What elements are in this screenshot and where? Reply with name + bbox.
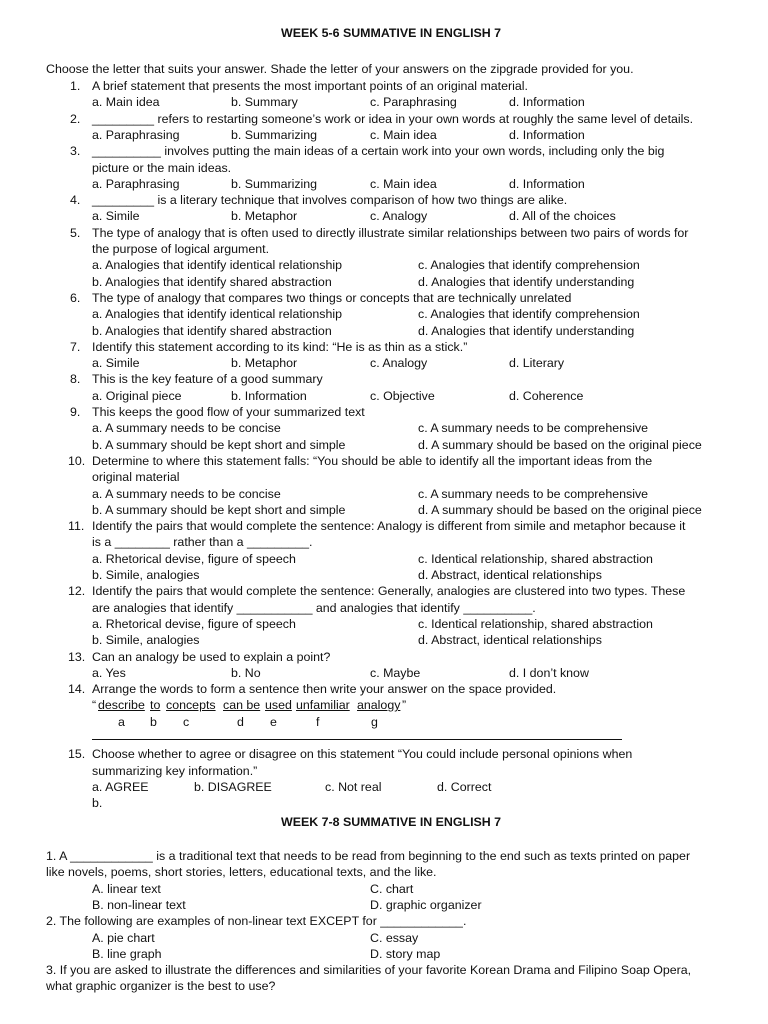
question-number: 12. xyxy=(68,584,86,599)
question-text: picture or the main ideas. xyxy=(92,160,232,175)
question-number: 5. xyxy=(70,225,81,240)
question-text: __________ involves putting the main ideas of a certain work into your own words, including only the big xyxy=(92,144,665,159)
option: d. Coherence xyxy=(509,388,584,403)
option: c. Analogy xyxy=(370,356,428,371)
word-letter: g xyxy=(371,714,378,729)
option: A. linear text xyxy=(92,881,161,896)
word-letter: b xyxy=(150,714,157,729)
question-number: 4. xyxy=(70,193,81,208)
option: b. Metaphor xyxy=(231,356,298,371)
question-text: _________ is a literary technique that involves comparison of how two things are alike. xyxy=(92,193,568,208)
option: D. story map xyxy=(370,946,441,961)
question-text: The type of analogy that compares two things or concepts that are technically unrelated xyxy=(92,290,572,305)
option: A. pie chart xyxy=(92,930,155,945)
title-week-5-6: WEEK 5-6 SUMMATIVE IN ENGLISH 7 xyxy=(281,26,502,40)
question-number: 3. xyxy=(70,144,81,159)
option: c. Paraphrasing xyxy=(370,95,457,110)
option: b. Summarizing xyxy=(231,127,318,142)
word-letter: a xyxy=(118,714,125,729)
word-to-arrange: concepts xyxy=(166,698,216,713)
option: d. I don’t know xyxy=(509,665,589,680)
question-text: like novels, poems, short stories, letters, educational texts, and the like. xyxy=(46,865,437,880)
option: c. Objective xyxy=(370,388,435,403)
option: a. Rhetorical devise, figure of speech xyxy=(92,551,296,566)
option: a. Simile xyxy=(92,209,140,224)
question-number: 2. xyxy=(70,111,81,126)
word-letter: d xyxy=(237,714,244,729)
option: D. graphic organizer xyxy=(370,897,482,912)
option: c. A summary needs to be comprehensive xyxy=(418,486,649,501)
option: a. Analogies that identify identical relationship xyxy=(92,307,343,322)
option: b. A summary should be kept short and simple xyxy=(92,437,346,452)
question-number: 1. xyxy=(70,79,81,93)
question-number: 9. xyxy=(70,405,81,419)
option: b. A summary should be kept short and simple xyxy=(92,502,346,517)
option: b. xyxy=(92,796,103,811)
option: d. Information xyxy=(509,95,585,110)
question-text: the purpose of logical argument. xyxy=(92,242,270,256)
word-letter: f xyxy=(316,714,320,729)
question-text: This keeps the good flow of your summarized text xyxy=(92,405,365,419)
option: d. A summary should be based on the original piece xyxy=(418,437,702,452)
question-text: Arrange the words to form a sentence then write your answer on the space provided. xyxy=(92,682,557,697)
word-to-arrange: to xyxy=(150,698,161,713)
option: c. Analogies that identify comprehension xyxy=(418,258,640,273)
option: c. Identical relationship, shared abstraction xyxy=(418,616,653,631)
word-to-arrange: used xyxy=(265,698,292,713)
question-text: what graphic organizer is the best to use? xyxy=(46,979,276,994)
question-number: 6. xyxy=(70,290,81,305)
option: a. Paraphrasing xyxy=(92,176,180,191)
option: c. Identical relationship, shared abstraction xyxy=(418,551,653,566)
word-to-arrange: analogy xyxy=(357,698,401,713)
option: d. Abstract, identical relationships xyxy=(418,568,602,582)
question-number: 14. xyxy=(68,682,86,697)
question-number: 13. xyxy=(68,649,86,664)
option: b. No xyxy=(231,665,261,680)
option: b. Summary xyxy=(231,95,298,110)
option: a. A summary needs to be concise xyxy=(92,421,281,436)
option: c. Not real xyxy=(325,779,382,794)
question-text: Identify the pairs that would complete the sentence: Analogy is different from simile and metaphor because it xyxy=(92,519,686,534)
word-to-arrange: ” xyxy=(402,698,407,713)
option: b. Analogies that identify shared abstraction xyxy=(92,274,332,289)
question-text: are analogies that identify ___________ and analogies that identify __________. xyxy=(92,600,536,615)
word-to-arrange: unfamiliar xyxy=(296,698,350,713)
question-text: _________ refers to restarting someone’s work or idea in your own words at roughly the same level of details. xyxy=(92,111,694,126)
option: b. Simile, analogies xyxy=(92,633,200,648)
question-text: 3. If you are asked to illustrate the differences and similarities of your favorite Korean Drama and Filipino Soap Opera, xyxy=(46,963,692,978)
question-text: Choose whether to agree or disagree on this statement “You could include personal opinions when xyxy=(92,747,633,762)
option: d. All of the choices xyxy=(509,209,616,224)
question-text: original material xyxy=(92,470,180,485)
question-number: 7. xyxy=(70,339,81,354)
option: d. Literary xyxy=(509,356,565,371)
option: b. Simile, analogies xyxy=(92,568,200,582)
option: a. Rhetorical devise, figure of speech xyxy=(92,616,296,631)
option: d. Information xyxy=(509,176,585,191)
option: a. Paraphrasing xyxy=(92,127,180,142)
option: c. Main idea xyxy=(370,176,437,191)
question-number: 15. xyxy=(68,747,86,762)
question-number: 11. xyxy=(68,519,85,534)
question-number: 8. xyxy=(70,372,81,387)
word-letter: e xyxy=(270,714,277,729)
option: b. Analogies that identify shared abstraction xyxy=(92,323,332,338)
option: c. Analogies that identify comprehension xyxy=(418,307,640,322)
question-text: The type of analogy that is often used to directly illustrate similar relationships between two pairs of words for xyxy=(92,225,689,240)
option: d. Abstract, identical relationships xyxy=(418,633,602,648)
option: a. Analogies that identify identical relationship xyxy=(92,258,343,273)
option: d. Analogies that identify understanding xyxy=(418,323,635,338)
option: a. Simile xyxy=(92,356,140,371)
option: b. Information xyxy=(231,388,307,403)
question-text: This is the key feature of a good summary xyxy=(92,372,323,387)
option: c. Maybe xyxy=(370,665,421,680)
option: B. non-linear text xyxy=(92,897,186,912)
question-text: Can an analogy be used to explain a point? xyxy=(92,649,331,664)
word-to-arrange: can be xyxy=(223,698,261,713)
question-text: 2. The following are examples of non-linear text EXCEPT for ____________. xyxy=(46,914,467,929)
option: a. Main idea xyxy=(92,95,160,110)
option: b. DISAGREE xyxy=(194,779,272,794)
word-to-arrange: describe xyxy=(98,698,145,713)
option: b. Summarizing xyxy=(231,176,318,191)
option: a. Yes xyxy=(92,665,126,680)
option: C. essay xyxy=(370,930,419,945)
option: a. AGREE xyxy=(92,779,149,794)
option: d. Correct xyxy=(437,779,492,794)
option: a. Original piece xyxy=(92,388,182,403)
instructions: Choose the letter that suits your answer. Shade the letter of your answers on the zipgrade provided for you. xyxy=(46,62,634,76)
answer-line[interactable] xyxy=(92,739,622,740)
question-text: Identify the pairs that would complete the sentence: Generally, analogies are clustered into two types. These xyxy=(92,584,686,599)
option: C. chart xyxy=(370,881,414,896)
question-text: is a ________ rather than a _________. xyxy=(92,535,313,550)
question-text: summarizing key information.” xyxy=(92,763,258,778)
option: b. Metaphor xyxy=(231,209,298,224)
option: d. Analogies that identify understanding xyxy=(418,274,635,289)
word-to-arrange: “ xyxy=(92,698,97,713)
title-week-7-8: WEEK 7-8 SUMMATIVE IN ENGLISH 7 xyxy=(281,815,502,829)
option: B. line graph xyxy=(92,946,162,961)
option: d. Information xyxy=(509,127,585,142)
word-letter: c xyxy=(183,714,190,729)
option: d. A summary should be based on the original piece xyxy=(418,502,702,517)
option: c. Main idea xyxy=(370,127,437,142)
option: c. A summary needs to be comprehensive xyxy=(418,421,649,436)
question-text: Determine to where this statement falls: “You should be able to identify all the important ideas from the xyxy=(92,453,653,468)
question-number: 10. xyxy=(68,453,86,468)
question-text: Identify this statement according to its kind: “He is as thin as a stick.” xyxy=(92,339,468,354)
question-text: A brief statement that presents the most important points of an original material. xyxy=(92,79,528,93)
option: a. A summary needs to be concise xyxy=(92,486,281,501)
option: c. Analogy xyxy=(370,209,428,224)
question-text: 1. A ____________ is a traditional text that needs to be read from beginning to the end such as texts printed on paper xyxy=(46,849,691,863)
